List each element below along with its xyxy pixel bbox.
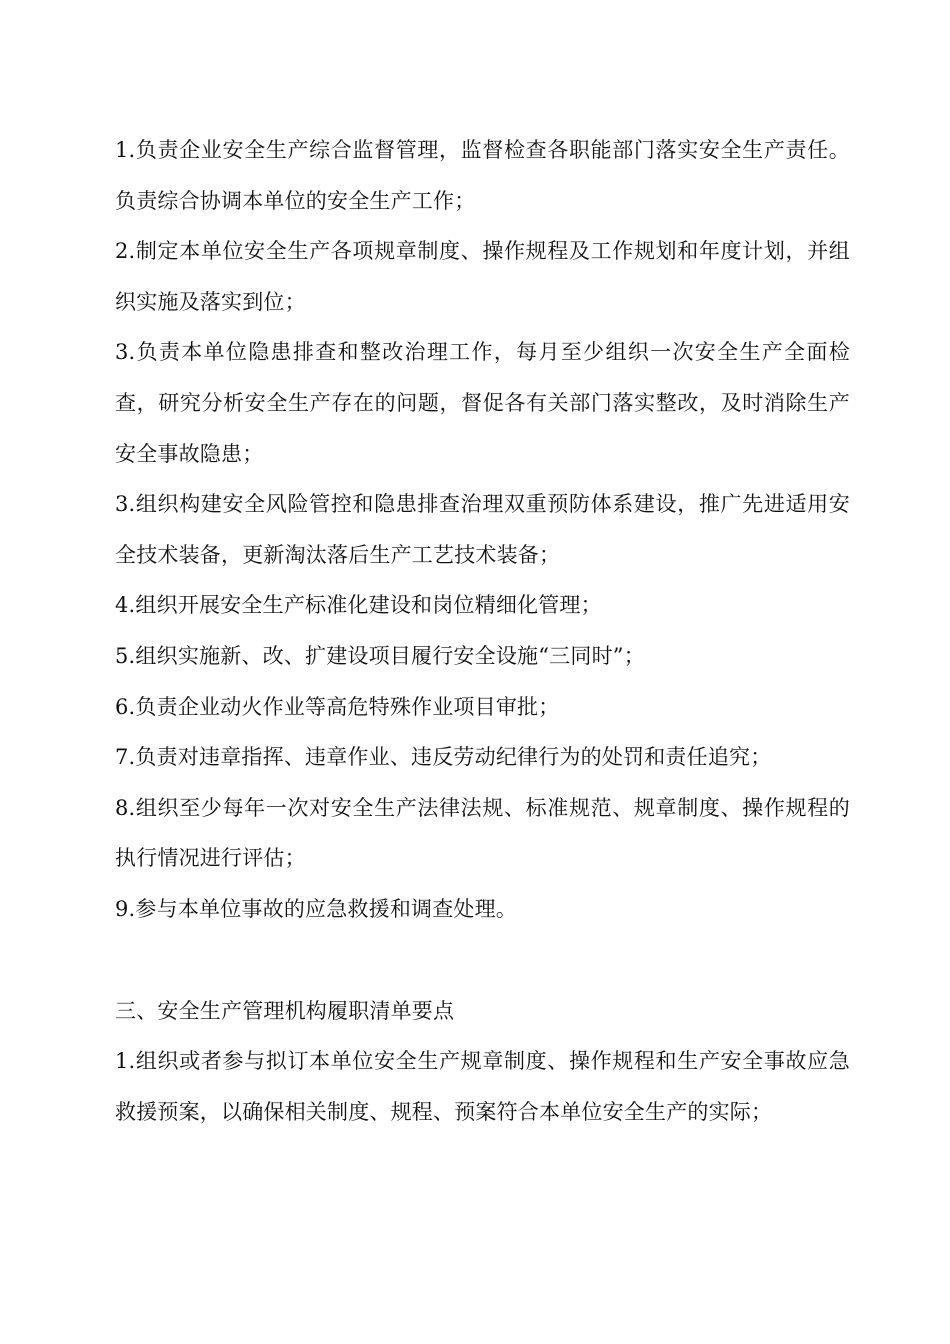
paragraph-3: 3.负责本单位隐患排查和整改治理工作，每月至少组织一次安全生产全面检查，研究分析安全生产存在的问题，督促各有关部门落实整改，及时消除生产安全事故隐患； (115, 340, 850, 466)
paragraph-4: 3.组织构建安全风险管控和隐患排查治理双重预防体系建设，推广先进适用安全技术装备，更新淘汰落后生产工艺技术装备； (115, 492, 850, 567)
paragraph-8: 7.负责对违章指挥、违章作业、违反劳动纪律行为的处罚和责任追究； (115, 745, 772, 770)
paragraph-7: 6.负责企业动火作业等高危特殊作业项目审批； (115, 694, 560, 719)
document-body (115, 125, 850, 1137)
paragraph-6: 5.组织实施新、改、扩建设项目履行安全设施“三同时”； (115, 643, 645, 668)
paragraph-10: 9.参与本单位事故的应急救援和调查处理。 (115, 896, 518, 921)
paragraph-9: 8.组织至少每年一次对安全生产法律法规、标准规范、规章制度、操作规程的执行情况进行评估； (115, 795, 850, 871)
section-heading: 三、安全生产管理机构履职清单要点 (115, 998, 455, 1023)
section-spacer (115, 935, 850, 986)
section-paragraph-1: 1.组织或者参与拟订本单位安全生产规章制度、操作规程和生产安全事故应急救援预案，以确保相关制度、规程、预案符合本单位安全生产的实际； (115, 1049, 850, 1124)
paragraph-1: 1.负责企业安全生产综合监督管理，监督检查各职能部门落实安全生产责任。负责综合协调本单位的安全生产工作； (115, 138, 850, 213)
paragraph-2: 2.制定本单位安全生产各项规章制度、操作规程及工作规划和年度计划，并组织实施及落实到位； (115, 239, 850, 314)
paragraph-5: 4.组织开展安全生产标准化建设和岗位精细化管理； (115, 593, 602, 618)
